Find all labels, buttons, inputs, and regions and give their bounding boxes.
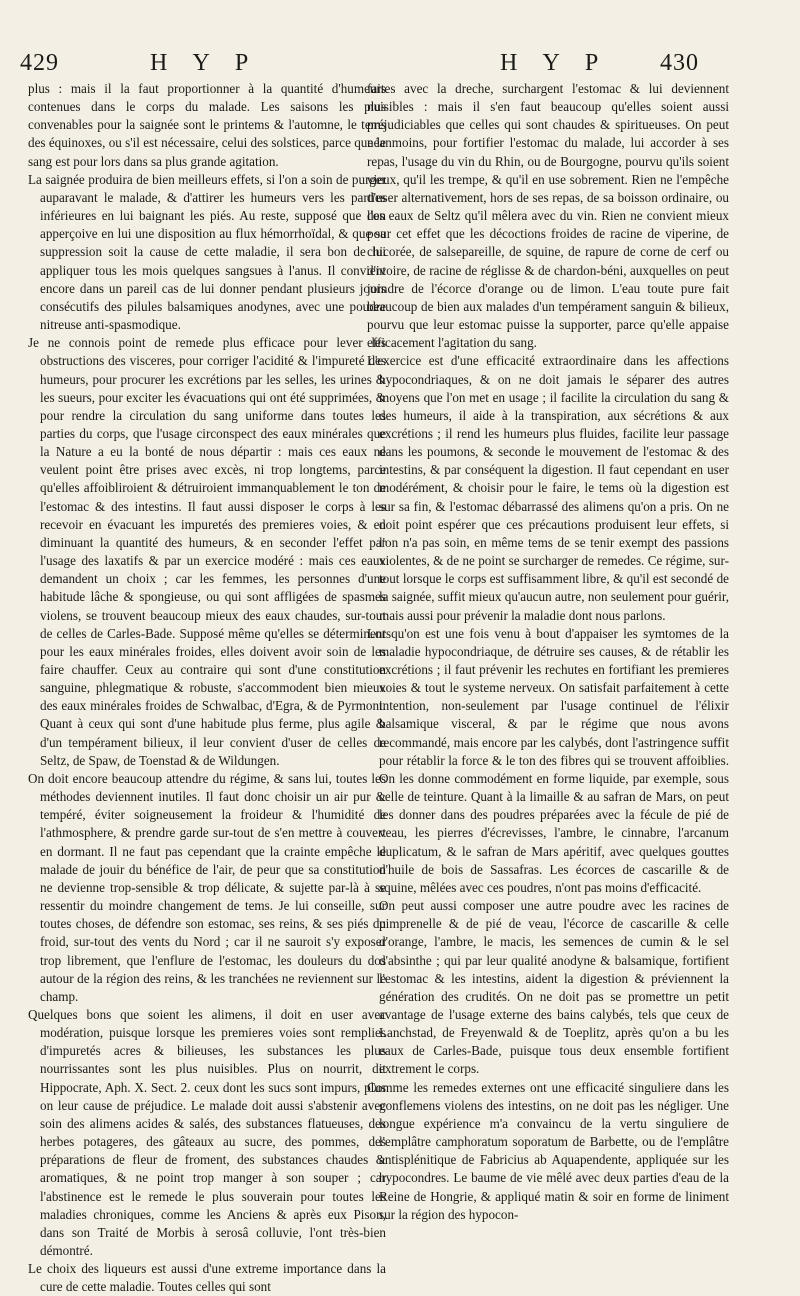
paragraph: Lorsqu'on est une fois venu à bout d'appaiser les symtomes de la maladie hypocondriaque, de détruire ses causes, & de rétablir les excrétions ; il faut prévenir les rechutes en fortifiant les premieres voies & tout le systeme nerveux. On satisfait parfaitement à cette intention, non-seulement par l'usage continuel de l'élixir balsamique visceral, & par le régime que nous avons recommandé, mais encore par les calybés, dont l'astringence suffit pour rétablir la force & le ton des fibres qui se trouvent affoiblies. On les donne commodément en forme liquide, par exemple, sous celle de teinture. Quant à la limaille & au safran de Mars, on peut les donner dans des poudres préparées avec la fécule de pié de veau, les pierres d'écrevisses, l'ambre, le cinnabre, l'arcanum duplicatum, & le safran de Mars apéritif, avec quelques gouttes d'huile de bois de Sassafras. Les écorces de cascarille & de squine, mêlées avec ces poudres, n'ont pas moins d'efficacité. bbox=[367, 625, 729, 895]
right-page-number: 430 bbox=[660, 50, 699, 76]
left-text-column bbox=[28, 80, 386, 1296]
paragraph: Quelques bons que soient les alimens, il doit en user avec modération, puisque lorsque les premieres voies sont remplies d'impuretés acres & bilieuses, les substances les plus nourrissantes sont les plus nuisibles. Plus on nourrit, dit Hippocrate, Aph. X. Sect. 2. ceux dont les sucs sont impurs, plus on leur cause de préjudice. Le malade doit aussi s'abstenir avec soin des alimens acides & salés, des substances flatueuses, des herbes potageres, des gâteaux au sucre, des pommes, des préparations de fleur de froment, des substances chaudes & aromatiques, & ne point trop manger à son souper ; car l'abstinence est le remede le plus souverain pour toutes les maladies chroniques, comme les Anciens & après eux Pison, dans son Traité de Morbis à serosâ colluvie, l'ont très-bien démontré. bbox=[28, 1006, 386, 1258]
paragraph: Le choix des liqueurs est aussi d'une extreme importance dans la cure de cette maladie. Toutes celles qui sont bbox=[28, 1261, 386, 1295]
paragraph: faites avec la dreche, surchargent l'estomac & lui deviennent nuisibles : mais il s'en faut beaucoup qu'elles soient aussi préjudiciables que celles qui sont chaudes & spiritueuses. On peut néanmoins, pour fortifier l'estomac du malade, lui accorder à ses repas, l'usage du vin du Rhin, ou de Bourgogne, pourvu qu'ils soient vieux, qu'il les trempe, & qu'il en use sobrement. Rien ne l'empêche d'user alternativement, hors de ses repas, de sa boisson ordinaire, ou des eaux de Seltz qu'il mêlera avec du vin. Rien ne convient mieux pour cet effet que les décoctions froides de racine de viperine, de chicorée, de salsepareille, de squine, de rapure de corne de cerf ou d'ivoire, de racine de réglisse & de chardon-béni, auxquelles on peut joindre de l'écorce d'orange ou de limon. L'eau toute pure fait beaucoup de bien aux malades d'un tempérament sanguin & bilieux, pourvu que leur estomac puisse la supporter, parce qu'elle appaise efficacement l'agitation du sang. bbox=[367, 81, 729, 351]
paragraph: Je ne connois point de remede plus efficace pour lever les obstructions des visceres, pour corriger l'acidité & l'impureté des humeurs, pour procurer les excrétions par les selles, les urines & les sueurs, pour exciter les évacuations qui ont été supprimées, & pour rendre la circulation du sang uniforme dans toutes les parties du corps, que l'usage circonspect des eaux minérales que la Nature a eu la bonté de nous départir : mais ces eaux ne veulent point être prises avec excès, ni trop longtems, parce qu'elles affoibliroient & détruiroient immanquablement le ton de l'estomac & des intestins. Il faut aussi disposer le corps à les recevoir en évacuant les impuretés des premieres voies, & en diminuant la quantité des humeurs, & en seconder l'effet par l'usage des laxatifs & par un exercice modéré : mais ces eaux demandent un choix ; car les femmes, les personnes d'une habitude lâche & spongieuse, ou qui sont affligées de spasmes violens, se trouvent beaucoup mieux des eaux chaudes, sur-tout de celles de Carles-Bade. Supposé même qu'elles se déterminent pour les eaux minérales froides, elles doivent avoir soin de les faire chauffer. Ceux au contraire qui sont d'une constitution sanguine, phlegmatique & robuste, s'accommodent bien mieux des eaux minérales froides de Schwalbac, d'Egra, & de Pyrmont. Quant à ceux qui sont d'une habitude plus ferme, plus agile & d'un tempérament bilieux, il leur convient d'user de celles de Seltz, de Spaw, de Toenstad & de Wildungen. bbox=[28, 335, 386, 768]
paragraph: On peut aussi composer une autre poudre avec les racines de pimprenelle & de pié de veau, l'écorce de cascarille & celle d'orange, l'ambre, le macis, les semences de cumin & le sel d'absinthe ; qui par leur qualité anodyne & balsamique, fortifient l'estomac & les intestins, aident la digestion & préviennent la génération des crudités. On ne doit pas se promettre un petit avantage de l'usage externe des bains calybés, tels que ceux de Lanchstad, de Freyenwald & de Toeplitz, après qu'on a bu les eaux de Carles-Bade, puisque tous deux ensemble fortifient extrement le corps. bbox=[379, 898, 729, 1077]
right-running-head: H Y P bbox=[500, 50, 609, 76]
paragraph: On doit encore beaucoup attendre du régime, & sans lui, toutes les méthodes deviennent inutiles. Il faut donc choisir un air pur & tempéré, éviter soigneusement la froideur & l'humidité de l'athmosphere, & prendre garde sur-tout de s'en mettre à couvert en dormant. Il ne faut pas cependant que la crainte empêche le malade de jouir du bénéfice de l'air, de peur que sa constitution ne devienne trop-sensible & trop délicate, & sujette par-là à se ressentir du moindre changement de tems. Je lui conseille, sur toutes choses, de défendre son estomac, ses reins, & ses piés du froid, sur-tout des vents du Nord ; car il ne sauroit s'y exposer trop librement, que l'enflure de l'estomac, les douleurs du dos autour de la région des reins, & les tranchées ne reviennent sur le champ. bbox=[28, 770, 386, 1004]
right-text-column bbox=[367, 80, 729, 1224]
paragraph: Comme les remedes externes ont une efficacité singuliere dans les gonflemens violens des intestins, on ne doit pas les négliger. Une longue expérience m'a convaincu de la vertu singuliere de l'emplâtre camphoratum soporatum de Barbette, ou de l'emplâtre antisplénitique de Fabricius ab Aquapendente, appliquée sur les hypocondres. Le baume de vie mêlé avec deux parties d'eau de la Reine de Hongrie, & appliqué matin & soir en forme de liniment sur la région des hypocon- bbox=[367, 1079, 729, 1222]
paragraph: La saignée produira de bien meilleurs effets, si l'on a soin de purger auparavant le malade, & d'attirer les humeurs vers les parties inférieures en lui baignant les piés. Au reste, supposé que l'on apperçoive en lui une disposition au flux hémorrhoïdal, & que sa suppression soit la cause de cette maladie, il sera bon de lui appliquer tous les mois quelques sangsues à l'anus. Il convient encore dans un pareil cas de lui donner pendant plusieurs jours consécutifs des pilules balsamiques anodynes, avec une poudre nitreuse anti-spasmodique. bbox=[28, 171, 386, 333]
paragraph: plus : mais il la faut proportionner à la quantité d'humeurs contenues dans le corps du malade. Les saisons les plus convenables pour la saignée sont le printems & l'automne, le tems des équinoxes, ou s'il est nécessaire, celui des solstices, parce que le sang est pour lors dans sa plus grande agitation. bbox=[28, 81, 386, 169]
left-page-number: 429 bbox=[20, 50, 59, 76]
paragraph: L'exercice est d'une efficacité extraordinaire dans les affections hypocondriaques, & on ne doit jamais le séparer des autres moyens que l'on met en usage ; il facilite la circulation du sang & des humeurs, il aide à la transpiration, aux sécrétions & aux excrétions ; il rend les humeurs plus fluides, facilite leur passage dans les poumons, & seconde le mouvement de l'estomac & des intestins, & par conséquent la digestion. Il faut cependant en user modérément, & choisir pour le faire, le tems où la digestion est sur sa fin, & l'estomac débarrassé des alimens qu'on a pris. On ne doit point espérer que ces précautions produisent leur effets, si l'on n'a pas soin, en même tems de se tenir exempt des passions violentes, & de ne point se surcharger de remedes. Ce régime, sur-tout lorsque le corps est suffisamment libre, & qu'il est secondé de la saignée, suffit mieux qu'aucun autre, non seulement pour guérir, mais aussi pour prévenir la maladie dont nous parlons. bbox=[367, 353, 729, 623]
left-running-head: H Y P bbox=[150, 50, 259, 76]
